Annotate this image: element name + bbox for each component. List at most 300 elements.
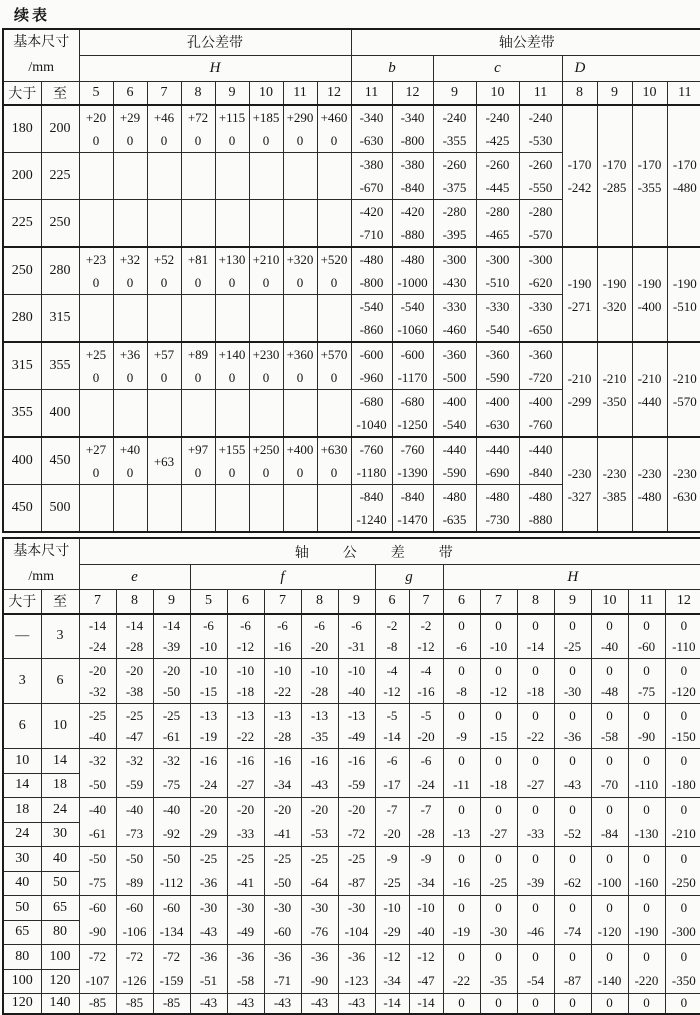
deviation-cell: 0 -43 — [554, 749, 591, 798]
deviation-cell: -4 -12 — [375, 659, 409, 704]
deviation-cell: -360 -720 — [519, 342, 562, 390]
deviation-cell — [283, 485, 317, 533]
deviation-cell: -43 — [301, 994, 338, 1014]
deviation-cell: +32 0 — [113, 247, 147, 295]
deviation-cell: -6 -16 — [264, 614, 301, 659]
deviation-cell: -420 -880 — [392, 200, 433, 248]
to-value: 6 — [41, 659, 79, 704]
grade-header: 12 — [317, 81, 351, 105]
deviation-cell: -480 -800 — [351, 247, 392, 295]
deviation-cell — [79, 485, 113, 533]
over-value: 80 — [3, 945, 41, 970]
grade-header: 10 — [632, 81, 667, 105]
deviation-cell: -6 -20 — [301, 614, 338, 659]
deviation-cell: 0 -120 — [591, 896, 628, 945]
over-value: 180 — [3, 105, 41, 153]
deviation-cell: -25 -47 — [116, 704, 153, 749]
deviation-cell: 0 -22 — [517, 704, 554, 749]
deviation-cell: -330 -650 — [519, 295, 562, 343]
deviation-cell: -25 -87 — [338, 847, 375, 896]
deviation-cell — [79, 153, 113, 200]
to-value: 40 — [41, 847, 79, 872]
over-value: 400 — [3, 437, 41, 485]
deviation-cell: +46 0 — [147, 105, 181, 153]
deviation-cell: -30 -49 — [227, 896, 264, 945]
deviation-cell: 0 -22 — [443, 945, 480, 994]
deviation-cell: 0 — [517, 994, 554, 1014]
to-value: 80 — [41, 920, 79, 945]
deviation-cell: 0 -160 — [628, 847, 665, 896]
deviation-cell: -30 -43 — [190, 896, 227, 945]
grade-header: 12 — [392, 81, 433, 105]
deviation-cell: -170 -355 — [632, 105, 667, 247]
deviation-cell: -20 -50 — [153, 659, 190, 704]
deviation-cell: -16 -24 — [190, 749, 227, 798]
deviation-cell: -25 -41 — [227, 847, 264, 896]
deviation-cell: 0 -180 — [665, 749, 700, 798]
deviation-cell: -13 -19 — [190, 704, 227, 749]
to-value: 355 — [41, 342, 79, 390]
deviation-cell: -25 -36 — [190, 847, 227, 896]
deviation-cell: -85 — [116, 994, 153, 1014]
deviation-cell: -360 -590 — [476, 342, 519, 390]
c-band-label: c — [433, 55, 562, 81]
deviation-cell: -30 -104 — [338, 896, 375, 945]
deviation-cell — [147, 295, 181, 343]
deviation-cell: 0 -27 — [480, 798, 517, 847]
deviation-cell: -240 -355 — [433, 105, 476, 153]
deviation-cell: -20 -33 — [227, 798, 264, 847]
deviation-cell: -72 -126 — [116, 945, 153, 994]
deviation-cell: +23 0 — [79, 247, 113, 295]
deviation-cell: -340 -800 — [392, 105, 433, 153]
deviation-cell: -280 -570 — [519, 200, 562, 248]
deviation-cell: -170 -242 — [562, 105, 597, 247]
deviation-cell: -32 -75 — [153, 749, 190, 798]
grade-header: 6 — [443, 590, 480, 614]
deviation-cell: 0 -25 — [554, 614, 591, 659]
shaft-zone-header: 轴公差带 — [351, 29, 700, 55]
over-value: 50 — [3, 896, 41, 921]
deviation-cell: -20 -53 — [301, 798, 338, 847]
grade-header: 8 — [116, 590, 153, 614]
deviation-cell: -14 -39 — [153, 614, 190, 659]
deviation-cell: -540 -860 — [351, 295, 392, 343]
deviation-cell: -16 -43 — [301, 749, 338, 798]
deviation-cell: -10 -29 — [375, 896, 409, 945]
grade-header: 9 — [597, 81, 632, 105]
deviation-cell: -32 -50 — [79, 749, 116, 798]
deviation-cell — [283, 200, 317, 248]
deviation-cell: -760 -1390 — [392, 437, 433, 485]
deviation-cell: -40 -61 — [79, 798, 116, 847]
deviation-cell: -13 -28 — [264, 704, 301, 749]
over-value: 450 — [3, 485, 41, 533]
deviation-cell: +320 0 — [283, 247, 317, 295]
deviation-cell: 0 — [554, 994, 591, 1014]
deviation-cell: 0 -30 — [480, 896, 517, 945]
deviation-cell — [317, 200, 351, 248]
deviation-cell — [317, 295, 351, 343]
deviation-cell — [79, 200, 113, 248]
deviation-cell — [215, 153, 249, 200]
deviation-cell: 0 — [665, 994, 700, 1014]
deviation-cell: 0 -350 — [665, 945, 700, 994]
deviation-cell — [215, 485, 249, 533]
deviation-cell: -2 -8 — [375, 614, 409, 659]
deviation-cell: -6 -10 — [190, 614, 227, 659]
deviation-cell: -20 -41 — [264, 798, 301, 847]
deviation-cell: 0 -62 — [554, 847, 591, 896]
deviation-cell: +72 0 — [181, 105, 215, 153]
deviation-cell: +155 0 — [215, 437, 249, 485]
h-band-label: H — [79, 55, 351, 81]
size-row — [3, 749, 700, 774]
deviation-cell: +250 0 — [249, 437, 283, 485]
deviation-cell: 0 -110 — [665, 614, 700, 659]
deviation-cell: -50 -75 — [79, 847, 116, 896]
deviation-cell: -210 -350 — [597, 342, 632, 437]
to-value: 200 — [41, 105, 79, 153]
grade-header: 6 — [113, 81, 147, 105]
deviation-cell: -330 -460 — [433, 295, 476, 343]
deviation-cell: -32 -59 — [116, 749, 153, 798]
deviation-cell: 0 -100 — [591, 847, 628, 896]
deviation-cell: 0 -110 — [628, 749, 665, 798]
over-value: 280 — [3, 295, 41, 343]
unit-label: /mm — [28, 569, 55, 584]
deviation-cell: +25 0 — [79, 342, 113, 390]
basic-size-label: 基本尺寸 — [13, 544, 70, 559]
deviation-cell: 0 — [628, 994, 665, 1014]
deviation-cell: -210 -299 — [562, 342, 597, 437]
deviation-cell: -420 -710 — [351, 200, 392, 248]
deviation-cell: -72 -107 — [79, 945, 116, 994]
deviation-cell: 0 -35 — [480, 945, 517, 994]
deviation-cell: -480 -635 — [433, 485, 476, 533]
deviation-cell: 0 -130 — [628, 798, 665, 847]
deviation-cell — [79, 390, 113, 438]
deviation-cell: -340 -630 — [351, 105, 392, 153]
over-value: 24 — [3, 822, 41, 847]
deviation-cell: -240 -425 — [476, 105, 519, 153]
deviation-cell: -300 -620 — [519, 247, 562, 295]
grade-header: 6 — [227, 590, 264, 614]
deviation-cell: 0 -54 — [517, 945, 554, 994]
over-value: 18 — [3, 798, 41, 823]
deviation-cell: -6 -31 — [338, 614, 375, 659]
deviation-cell — [215, 390, 249, 438]
to-value: 315 — [41, 295, 79, 343]
deviation-cell: -190 -271 — [562, 247, 597, 342]
deviation-cell: -2 -12 — [409, 614, 443, 659]
deviation-cell: 0 -19 — [443, 896, 480, 945]
deviation-cell: 0 -11 — [443, 749, 480, 798]
continued-table-label: 续表 — [14, 8, 51, 24]
deviation-cell: -7 -20 — [375, 798, 409, 847]
deviation-cell: 0 -300 — [665, 896, 700, 945]
deviation-cell — [113, 200, 147, 248]
deviation-cell — [181, 390, 215, 438]
deviation-cell: +210 0 — [249, 247, 283, 295]
over-value: 100 — [3, 969, 41, 994]
deviation-cell: -6 -17 — [375, 749, 409, 798]
deviation-cell: 0 — [480, 994, 517, 1014]
deviation-cell — [113, 390, 147, 438]
grade-header: 11 — [628, 590, 665, 614]
deviation-cell: -60 -106 — [116, 896, 153, 945]
to-value: 65 — [41, 896, 79, 921]
deviation-cell: -5 -20 — [409, 704, 443, 749]
deviation-cell: -4 -16 — [409, 659, 443, 704]
deviation-cell — [147, 390, 181, 438]
size-row — [3, 105, 700, 153]
deviation-cell: 0 -75 — [628, 659, 665, 704]
deviation-cell: -25 -61 — [153, 704, 190, 749]
to-value: 50 — [41, 871, 79, 896]
size-row — [3, 847, 700, 872]
deviation-cell: -230 -630 — [667, 437, 700, 532]
deviation-cell: 0 -60 — [628, 614, 665, 659]
deviation-cell: -400 -760 — [519, 390, 562, 438]
deviation-cell: -43 — [227, 994, 264, 1014]
deviation-cell: 0 -70 — [591, 749, 628, 798]
deviation-cell: 0 -150 — [665, 704, 700, 749]
size-row — [3, 437, 700, 485]
deviation-cell: -25 -40 — [79, 704, 116, 749]
deviation-cell: -60 -90 — [79, 896, 116, 945]
deviation-cell: 0 -14 — [517, 614, 554, 659]
deviation-cell: 0 -220 — [628, 945, 665, 994]
deviation-cell: -85 — [79, 994, 116, 1014]
deviation-cell: -440 -840 — [519, 437, 562, 485]
deviation-cell: -13 -49 — [338, 704, 375, 749]
deviation-cell: +20 0 — [79, 105, 113, 153]
deviation-cell: +570 0 — [317, 342, 351, 390]
deviation-cell: -10 -18 — [227, 659, 264, 704]
deviation-cell: -210 -570 — [667, 342, 700, 437]
deviation-cell: 0 -58 — [591, 704, 628, 749]
over-value: 40 — [3, 871, 41, 896]
deviation-cell: -300 -430 — [433, 247, 476, 295]
deviation-cell: -680 -1040 — [351, 390, 392, 438]
grade-header: 7 — [264, 590, 301, 614]
grade-header: 8 — [301, 590, 338, 614]
deviation-cell: -330 -540 — [476, 295, 519, 343]
deviation-cell — [147, 200, 181, 248]
deviation-cell — [283, 295, 317, 343]
deviation-cell: 0 -12 — [480, 659, 517, 704]
deviation-cell: +185 0 — [249, 105, 283, 153]
deviation-cell: 0 -40 — [591, 614, 628, 659]
deviation-cell: 0 -15 — [480, 704, 517, 749]
grade-header: 11 — [351, 81, 392, 105]
deviation-cell: -7 -28 — [409, 798, 443, 847]
grade-header: 5 — [190, 590, 227, 614]
deviation-cell: +52 0 — [147, 247, 181, 295]
deviation-cell: -36 -58 — [227, 945, 264, 994]
grade-header: 7 — [147, 81, 181, 105]
size-row — [3, 659, 700, 704]
deviation-cell: -10 -40 — [409, 896, 443, 945]
deviation-cell: -20 -72 — [338, 798, 375, 847]
grade-header: 9 — [153, 590, 190, 614]
deviation-cell: 0 -140 — [591, 945, 628, 994]
deviation-cell: -440 -590 — [433, 437, 476, 485]
deviation-cell: -10 -15 — [190, 659, 227, 704]
size-row — [3, 945, 700, 970]
deviation-cell: -40 -73 — [116, 798, 153, 847]
deviation-cell: 0 -87 — [554, 945, 591, 994]
e-band-label: e — [79, 565, 190, 590]
deviation-cell: -50 -89 — [116, 847, 153, 896]
deviation-cell — [147, 153, 181, 200]
deviation-cell: 0 -120 — [665, 659, 700, 704]
deviation-cell: -600 -1170 — [392, 342, 433, 390]
deviation-cell: +63 — [147, 437, 181, 485]
to-value: 10 — [41, 704, 79, 749]
grade-header: 8 — [517, 590, 554, 614]
size-row — [3, 994, 700, 1014]
deviation-cell: -260 -550 — [519, 153, 562, 200]
to-value: 500 — [41, 485, 79, 533]
grade-header: 7 — [79, 590, 116, 614]
grade-header: 6 — [375, 590, 409, 614]
deviation-cell: 0 -30 — [554, 659, 591, 704]
deviation-cell: 0 -25 — [480, 847, 517, 896]
deviation-cell — [283, 153, 317, 200]
to-value: 120 — [41, 969, 79, 994]
deviation-cell: 0 -6 — [443, 614, 480, 659]
deviation-cell: -25 -50 — [264, 847, 301, 896]
deviation-cell: -30 -60 — [264, 896, 301, 945]
over-value: 250 — [3, 247, 41, 295]
deviation-cell: 0 -52 — [554, 798, 591, 847]
deviation-cell: -14 -28 — [116, 614, 153, 659]
deviation-cell: -43 — [190, 994, 227, 1014]
deviation-cell: +520 0 — [317, 247, 351, 295]
deviation-cell: -85 — [153, 994, 190, 1014]
deviation-cell: -480 -730 — [476, 485, 519, 533]
over-value: — — [3, 614, 41, 659]
basic-size-header — [3, 538, 79, 590]
deviation-cell: -5 -14 — [375, 704, 409, 749]
basic-size-header — [3, 29, 79, 81]
size-row — [3, 896, 700, 921]
deviation-cell — [249, 295, 283, 343]
deviation-cell — [249, 153, 283, 200]
hole-shaft-tolerance-table-upper — [2, 28, 700, 533]
deviation-cell: -760 -1180 — [351, 437, 392, 485]
to-value: 140 — [41, 994, 79, 1014]
deviation-cell: +140 0 — [215, 342, 249, 390]
deviation-cell: -30 -76 — [301, 896, 338, 945]
to-value: 450 — [41, 437, 79, 485]
to-header: 至 — [41, 590, 79, 614]
over-value: 3 — [3, 659, 41, 704]
to-value: 3 — [41, 614, 79, 659]
deviation-cell: -16 -34 — [264, 749, 301, 798]
deviation-cell: 0 -18 — [480, 749, 517, 798]
deviation-cell: 0 -18 — [517, 659, 554, 704]
deviation-cell: +230 0 — [249, 342, 283, 390]
grade-header: 9 — [554, 590, 591, 614]
over-value: 315 — [3, 342, 41, 390]
deviation-cell: -280 -395 — [433, 200, 476, 248]
shaft-tolerance-table-lower — [2, 537, 700, 1015]
deviation-cell: -400 -630 — [476, 390, 519, 438]
deviation-cell: -25 -64 — [301, 847, 338, 896]
to-value: 100 — [41, 945, 79, 970]
deviation-cell: -60 -134 — [153, 896, 190, 945]
deviation-cell: -240 -530 — [519, 105, 562, 153]
deviation-cell: -280 -465 — [476, 200, 519, 248]
deviation-cell: +36 0 — [113, 342, 147, 390]
grade-header: 8 — [181, 81, 215, 105]
over-header: 大于 — [3, 590, 41, 614]
deviation-cell: -20 -29 — [190, 798, 227, 847]
shaft-zone-header: 轴公差带 — [79, 538, 700, 565]
deviation-cell: -230 -327 — [562, 437, 597, 532]
deviation-cell — [249, 485, 283, 533]
deviation-cell: +81 0 — [181, 247, 215, 295]
deviation-cell: -36 -123 — [338, 945, 375, 994]
deviation-cell: -6 -24 — [409, 749, 443, 798]
deviation-cell: 0 -36 — [554, 704, 591, 749]
grade-header: 10 — [249, 81, 283, 105]
deviation-cell: -20 -38 — [116, 659, 153, 704]
grade-header: 12 — [665, 590, 700, 614]
deviation-cell: -400 -540 — [433, 390, 476, 438]
scanned-tolerance-table-page — [0, 4, 700, 1011]
deviation-cell: -6 -12 — [227, 614, 264, 659]
deviation-cell: -20 -32 — [79, 659, 116, 704]
size-row — [3, 614, 700, 659]
over-value: 200 — [3, 153, 41, 200]
deviation-cell: -300 -510 — [476, 247, 519, 295]
deviation-cell: -14 — [375, 994, 409, 1014]
deviation-cell: -12 -47 — [409, 945, 443, 994]
deviation-cell — [147, 485, 181, 533]
deviation-cell: -840 -1470 — [392, 485, 433, 533]
deviation-cell: +57 0 — [147, 342, 181, 390]
deviation-cell: 0 -90 — [628, 704, 665, 749]
over-value: 14 — [3, 773, 41, 798]
size-row — [3, 704, 700, 749]
deviation-cell: -36 -51 — [190, 945, 227, 994]
deviation-cell: -480 -1000 — [392, 247, 433, 295]
deviation-cell: -380 -670 — [351, 153, 392, 200]
deviation-cell: -43 — [338, 994, 375, 1014]
deviation-cell — [249, 200, 283, 248]
deviation-cell — [181, 153, 215, 200]
size-row — [3, 247, 700, 295]
deviation-cell: -170 -285 — [597, 105, 632, 247]
over-value: 6 — [3, 704, 41, 749]
deviation-cell: 0 -9 — [443, 704, 480, 749]
deviation-cell: 0 -210 — [665, 798, 700, 847]
deviation-cell: 0 — [591, 994, 628, 1014]
b-band-label: b — [351, 55, 433, 81]
to-header: 至 — [41, 81, 79, 105]
over-value: 30 — [3, 847, 41, 872]
d-band-label: D — [562, 55, 700, 81]
deviation-cell — [113, 485, 147, 533]
deviation-cell: 0 -33 — [517, 798, 554, 847]
deviation-cell: -190 -320 — [597, 247, 632, 342]
to-value: 400 — [41, 390, 79, 438]
deviation-cell: 0 -250 — [665, 847, 700, 896]
